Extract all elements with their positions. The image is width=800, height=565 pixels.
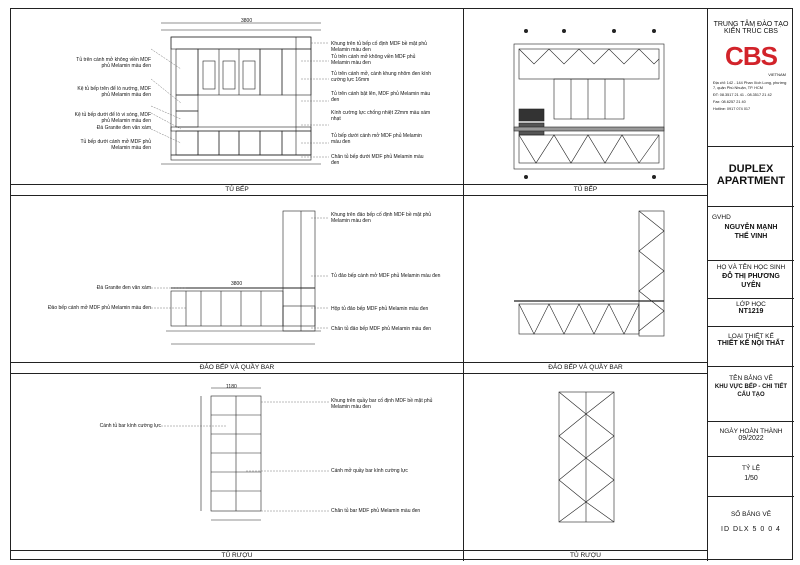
phone: ĐT: 08.3517 21 41 - 08.3517 21 42 (713, 93, 772, 97)
panel-wine-cabinet (11, 374, 464, 561)
address: Địa chỉ: 142 - 144 Phan Xích Long, phường 7, quận Phú Nhuận, TP. HCM (713, 81, 787, 90)
drawing-value: KHU VỰC BẾP - CHI TIẾT CẤU TẠO (714, 384, 788, 398)
gvhd-label: GVHD (712, 214, 731, 221)
gvhd-name: NGUYỄN MẠNH THẾ VINH (724, 224, 778, 240)
dim-top: 1180 (226, 384, 237, 390)
sheet-label: SỐ BẢNG VẼ (730, 511, 772, 518)
date-section (708, 422, 794, 457)
hotline: Hotline: 0917 074 017 (713, 107, 751, 111)
class-section (708, 299, 794, 327)
note-right-2: Tủ đảo bếp cánh mở MDF phủ Melamin màu đen (331, 273, 441, 279)
island-hatch-drawing (464, 196, 708, 363)
school-line-1: TRUNG TÂM ĐÀO TẠO (713, 21, 789, 28)
scale-label: TỶ LỆ (741, 465, 761, 472)
note-right-3: Tủ trên cánh mở, cánh khung nhôm đen kính cường lực 16mm (331, 71, 432, 83)
wine-hatch-drawing (464, 374, 708, 550)
dim-total: 3800 (231, 281, 243, 287)
date-label: NGÀY HOÀN THÀNH (719, 428, 783, 435)
drawing-sheet (10, 8, 793, 560)
logo-sub: VIETNAM (768, 72, 786, 77)
gvhd-section (708, 207, 794, 261)
panel-caption: TỦ RƯỢU (11, 550, 463, 561)
school-line-2: KIẾN TRÚC CBS (724, 28, 778, 35)
project-section (708, 147, 794, 207)
note-right-1: Khung trên quầy bar cố định MDF bề mặt phủ Melamin màu đen (331, 398, 433, 410)
drawing-area (11, 9, 708, 561)
class-label: LỚP HỌC (736, 301, 766, 308)
note-left-2: Kệ tủ bếp trên để lò nướng, MDF phủ Melamin màu đen (77, 86, 151, 98)
note-left-5: Tủ bếp dưới cánh mở MDF phủ Melamin màu đen (80, 139, 151, 151)
note-right-1: Khung trên tủ bếp cố định MDF bề mặt phủ Melamin màu đen (331, 41, 427, 53)
student-name: ĐỖ THỊ PHƯƠNG UYÊN (722, 273, 780, 289)
school-section (708, 9, 794, 147)
note-left-1: Cánh tủ bar kính cường lực (99, 423, 161, 429)
sheet-section (708, 497, 794, 561)
drawing-section (708, 367, 794, 422)
dim-total-top: 3800 (241, 18, 253, 24)
fax: Fax: 08.6257 21 40 (713, 100, 746, 104)
design-section (708, 327, 794, 367)
note-right-1: Khung trên đảo bếp cố định MDF bề mặt phủ Melamin màu đen (331, 212, 432, 224)
panel-caption: TỦ BẾP (11, 184, 463, 195)
note-right-2: Tủ trên cánh mở không viền MDF phủ Melamin màu đen (331, 54, 416, 66)
date-value: 09/2022 (738, 435, 764, 442)
panel-kitchen-elevation (11, 9, 464, 196)
note-left-2: Đảo bếp cánh mở MDF phủ Melamin màu đen (47, 305, 151, 311)
cbs-logo: CBS (725, 41, 777, 71)
panel-caption: ĐẢO BẾP VÀ QUẦY BAR (464, 362, 707, 373)
note-left-1: Đá Granite đen vân xám (96, 285, 151, 291)
panel-kitchen-3d-elevation (464, 9, 708, 196)
note-right-3: Hộp tủ đảo bếp MDF phủ Melamin màu đen (331, 306, 429, 312)
note-right-6: Tủ bếp dưới cánh mở MDF phủ Melamin màu đen (331, 133, 422, 145)
note-left-3: Kệ tủ bếp dưới để lò vi sóng, MDF phủ Melamin màu đen (74, 112, 151, 124)
panel-caption: TỦ BẾP (464, 184, 707, 195)
note-right-5: Kính cường lực chống nhiệt 22mm màu xám nhạt (331, 110, 431, 122)
note-right-4: Chân tủ đảo bếp MDF phủ Melamin màu đen (331, 326, 432, 332)
title-block (708, 9, 794, 561)
class-value: NT1219 (738, 308, 764, 315)
kitchen-hatch-drawing (464, 9, 708, 185)
design-label: LOẠI THIẾT KẾ (728, 333, 774, 340)
note-right-2: Cánh mở quầy bar kính cường lực (331, 468, 408, 474)
note-right-7: Chân tủ bếp dưới MDF phủ Melamin màu đen (331, 154, 424, 166)
student-label: HỌ VÀ TÊN HỌC SINH (716, 264, 786, 271)
scale-section (708, 457, 794, 497)
panel-wine-3d (464, 374, 708, 561)
note-left-1: Tủ trên cánh mở không viền MDF phủ Melamin màu đen (76, 57, 151, 69)
student-section (708, 261, 794, 299)
note-right-4: Tủ trên cánh bật lên, MDF phủ Melamin màu đen (331, 91, 431, 103)
project-name: DUPLEX APARTMENT (716, 163, 786, 187)
panel-caption: TỦ RƯỢU (464, 550, 707, 561)
panel-caption: ĐẢO BẾP VÀ QUẦY BAR (11, 362, 463, 373)
note-left-4: Đá Granite đen vân xám (96, 125, 151, 131)
panel-island-bar (11, 196, 464, 374)
sheet-value: ID DLX 5 0 0 4 (721, 526, 781, 533)
panel-island-3d (464, 196, 708, 374)
scale-value: 1/50 (744, 475, 758, 482)
note-right-3: Chân tủ bar MDF phủ Melamin màu đen (331, 508, 421, 514)
drawing-label: TÊN BẢNG VẼ (729, 375, 773, 382)
design-value: THIẾT KẾ NỘI THẤT (717, 340, 785, 347)
